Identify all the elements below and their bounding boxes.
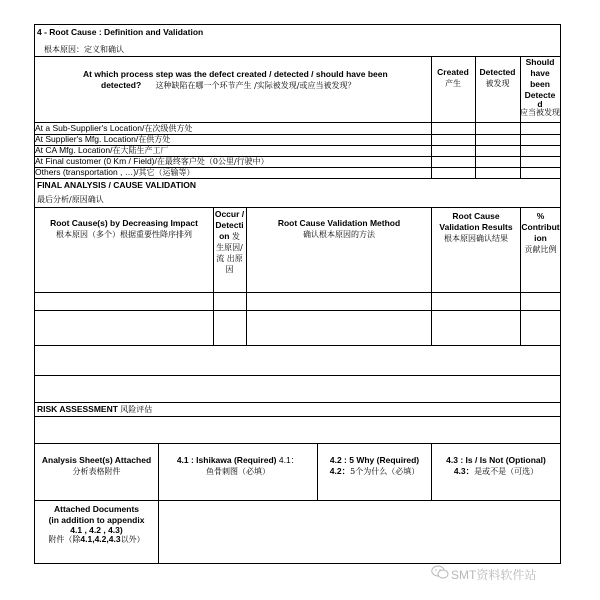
five-why-prefix: 4.2：: [329, 466, 351, 476]
attached-documents-text-cn: 附件（除: [48, 535, 81, 544]
question-detected: detected?: [101, 80, 142, 90]
created-header: [431, 67, 475, 89]
risk-assessment-title: [37, 404, 152, 415]
should-label-l2: have: [530, 68, 550, 78]
divider: [34, 178, 561, 179]
divider: [34, 56, 561, 57]
divider: [34, 500, 561, 501]
contribution-header: [521, 211, 560, 255]
attached-documents-text: 4.1 , 4.2 , 4.3): [70, 525, 123, 535]
occurrence-label: Occur /: [214, 209, 245, 219]
location-row: [35, 145, 168, 156]
should-label-cn: 应当被发现: [520, 108, 560, 117]
occurrence-label-cn: 因: [225, 265, 234, 274]
validation-method-header: [247, 218, 431, 240]
location-label: At Final customer (0 Km / Field)/: [35, 156, 157, 166]
divider: [34, 310, 561, 311]
divider: [34, 402, 561, 403]
analysis-sheets-text: Analysis Sheet(s) Attached: [41, 455, 152, 465]
ishikawa-label: 4.1 : Ishikawa (Required): [176, 455, 277, 465]
occurrence-header: [213, 209, 246, 275]
ishikawa-label-cn: 鱼骨刺图（必填）: [206, 467, 270, 476]
should-label-l4: Detecte: [524, 90, 556, 100]
final-analysis-title-cn: 最后分析/原因确认: [37, 195, 104, 204]
occurrence-label-cn: 发: [231, 232, 240, 241]
location-row: [35, 134, 170, 145]
validation-method-label-cn: 确认根本原因的方法: [303, 230, 375, 239]
outer-border-top: [34, 24, 561, 25]
validation-results-header: [432, 211, 520, 244]
is-is-not-option: [432, 455, 560, 477]
root-cause-label: Root Cause(s) by Decreasing Impact: [50, 218, 198, 228]
divider: [34, 292, 561, 293]
validation-results-label-cn: 根本原因确认结果: [444, 234, 508, 243]
location-label-cn: 在最终客户处（0公里/行驶中）: [156, 157, 269, 166]
analysis-sheets-text-cn: 分析表格附件: [72, 467, 121, 476]
location-label: Others (transportation , …)/: [35, 167, 139, 177]
outer-border-right: [560, 24, 561, 564]
detected-label: Detected: [479, 67, 516, 77]
divider: [34, 207, 561, 208]
ishikawa-prefix: 4.1：: [278, 455, 300, 465]
risk-assessment-label-cn: 风险评估: [120, 405, 153, 414]
validation-method-label: Root Cause Validation Method: [277, 218, 401, 228]
created-label: Created: [437, 67, 469, 77]
five-why-option: [318, 455, 431, 477]
divider: [34, 416, 561, 417]
wechat-icon: [431, 565, 449, 579]
is-is-not-label: 4.3 : Is / Is Not (Optional): [446, 455, 546, 465]
final-analysis-title: FINAL ANALYSIS / CAUSE VALIDATION: [37, 180, 196, 190]
divider: [34, 345, 561, 346]
risk-assessment-label: RISK ASSESSMENT: [37, 404, 118, 414]
contribution-label-cn: 贡献比例: [524, 245, 557, 254]
question-text: At which process step was the defect created / detected / should have been: [83, 69, 388, 79]
is-is-not-prefix: 4.3：: [453, 466, 475, 476]
is-is-not-label-cn: 是或不是（可选）: [474, 467, 539, 476]
divider: [34, 375, 561, 376]
section-title: 4 - Root Cause : Definition and Validation: [37, 27, 204, 37]
outer-border-bottom: [34, 563, 561, 564]
validation-results-label: Root Cause: [452, 211, 500, 221]
should-header: [520, 57, 560, 118]
detected-header: [475, 67, 520, 89]
occurrence-label: [213, 231, 246, 242]
location-label: At CA Mfg. Location/: [35, 145, 113, 155]
location-row: [35, 156, 269, 167]
section-title-cn: 根本原因：定义和确认: [44, 45, 124, 54]
outer-border-left: [34, 24, 35, 564]
location-label-cn: 其它（运输等）: [138, 168, 195, 177]
question-text-cn: 这种缺陷在哪一个环节产生 /实际被发现/或应当被发现？: [155, 81, 356, 90]
location-row: [35, 123, 192, 134]
five-why-label: 4.2 : 5 Why (Required): [329, 455, 420, 465]
divider: [34, 443, 561, 444]
attached-documents-text-cn: 以外）: [120, 535, 145, 544]
contribution-label: ion: [534, 233, 547, 243]
location-label-cn: 在供方处: [138, 135, 171, 144]
ishikawa-option: [159, 455, 317, 477]
analysis-sheets-label: [35, 455, 158, 477]
occurrence-label-cn: 流 出原: [216, 254, 243, 263]
attached-documents-text-cn: 4.1,4.2,4.3: [80, 534, 121, 544]
should-label-l3: been: [530, 79, 550, 89]
detected-label-cn: 被发现: [485, 79, 510, 88]
location-row: [35, 167, 194, 178]
attached-documents-text: Attached Documents: [53, 504, 139, 514]
should-label-l5: d: [537, 99, 543, 109]
question-text-line2: [101, 80, 355, 91]
location-label-cn: 在大陆生产工厂: [112, 146, 169, 155]
contribution-label: Contribut: [521, 222, 560, 232]
occurrence-label: on: [219, 231, 230, 241]
divider: [158, 500, 159, 563]
should-label-l1: Should: [525, 57, 555, 67]
validation-results-label: Validation Results: [439, 222, 513, 232]
location-label: At a Sub-Supplier's Location/: [35, 123, 145, 133]
occurrence-label: Detecti: [215, 220, 244, 230]
occurrence-label-cn: 生原因/: [216, 243, 243, 252]
watermark-text: SMT资料软件站: [451, 568, 537, 582]
five-why-label-cn: 5个为什么（必填）: [350, 467, 420, 476]
attached-documents-label: [35, 504, 158, 545]
location-label: At Supplier's Mfg. Location/: [35, 134, 139, 144]
root-cause-header: [35, 218, 213, 240]
root-cause-label-cn: 根本原因（多个）根据重要性降序排列: [56, 230, 192, 239]
attached-documents-text: (in addition to appendix: [48, 515, 145, 525]
created-label-cn: 产生: [445, 79, 461, 88]
location-label-cn: 在次级供方处: [144, 124, 193, 133]
contribution-label: %: [536, 211, 545, 221]
